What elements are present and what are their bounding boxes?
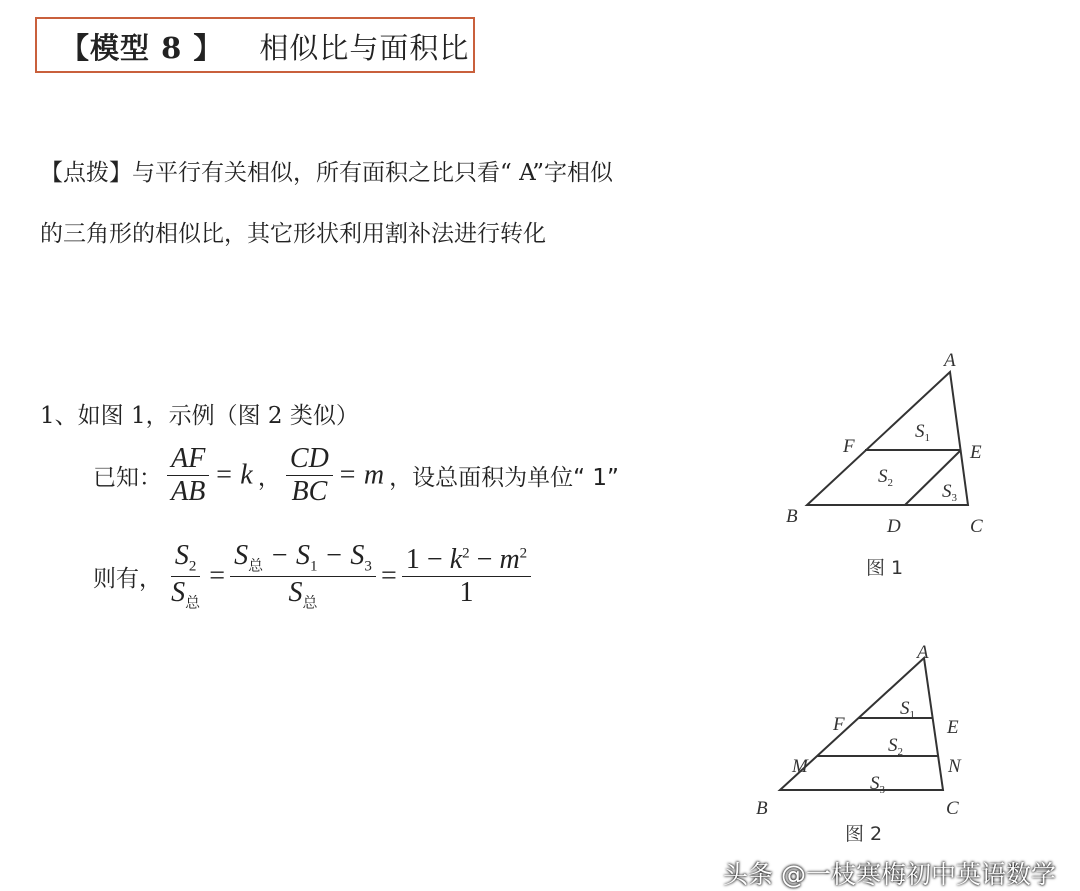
- fig1-label-c: C: [970, 516, 983, 537]
- fig2-label-f: F: [833, 714, 845, 735]
- minus-s: − S: [263, 540, 311, 571]
- hint-line-2: 的三角形的相似比，其它形状利用割补法进行转化: [40, 221, 546, 247]
- fig1-region-s3: $S_3$: [942, 481, 957, 504]
- equals-sign: =: [381, 560, 397, 592]
- fig1-label-d: D: [887, 516, 901, 537]
- numerator: AF: [167, 443, 209, 476]
- numerator: CD: [286, 443, 333, 476]
- denominator: 1: [459, 576, 474, 608]
- s: S: [171, 576, 186, 608]
- fig2-label-a: A: [917, 642, 929, 663]
- separator: ，: [257, 465, 281, 492]
- example-heading: 1、如图 1，示例（图 2 类似）: [40, 403, 359, 429]
- s: S: [234, 540, 249, 571]
- denominator: AB: [171, 476, 206, 508]
- fig2-label-b: B: [756, 798, 768, 819]
- m: m: [499, 543, 520, 575]
- fig2-caption: 图 2: [845, 823, 883, 845]
- fig1-region-s2: $S_2$: [878, 466, 893, 489]
- hint-line-1: 【点拨】与平行有关相似，所有面积之比只看“ A”字相似: [40, 160, 614, 186]
- minus-s: − S: [317, 540, 365, 571]
- result-label: 则有，: [93, 565, 162, 592]
- equals-m: = m: [337, 459, 385, 491]
- sub: 总: [248, 558, 264, 575]
- s: S: [288, 576, 303, 608]
- k: k: [449, 543, 463, 575]
- fig2-label-n: N: [948, 756, 961, 777]
- model-topic: 相似比与面积比: [259, 31, 470, 65]
- model-number: 【模型 8 】: [60, 31, 224, 65]
- fig2-region-s3: $S_3$: [870, 773, 885, 796]
- minus: −: [469, 543, 500, 575]
- fig2-label-m: M: [792, 756, 808, 777]
- sub: 3: [364, 558, 372, 575]
- denominator: BC: [291, 476, 328, 508]
- sub: 总: [185, 595, 201, 612]
- one-minus: 1 −: [405, 543, 450, 575]
- fig1-label-a: A: [944, 350, 956, 371]
- fig1-label-b: B: [786, 506, 798, 527]
- known-label: 已知：: [93, 465, 162, 492]
- fig1-region-s1: $S_1$: [915, 421, 930, 444]
- equals-k: = k: [214, 459, 253, 491]
- sub: 1: [310, 558, 318, 575]
- sub: 2: [188, 558, 197, 575]
- sup: 2: [462, 545, 470, 562]
- fig2-region-s1: $S_1$: [900, 698, 915, 721]
- fig2-label-c: C: [946, 798, 959, 819]
- sub: 总: [302, 595, 318, 612]
- sup: 2: [519, 545, 528, 562]
- fig2-label-e: E: [947, 717, 959, 738]
- fig1-label-f: F: [843, 436, 855, 457]
- known-tail: ，设总面积为单位“ 1”: [389, 465, 619, 492]
- fig1-label-e: E: [970, 442, 982, 463]
- watermark: 头条 @一枝寒梅初中英语数学: [723, 860, 1056, 889]
- fig2-region-s2: $S_2$: [888, 735, 903, 758]
- equals-sign: =: [209, 560, 225, 592]
- s: S: [174, 540, 189, 571]
- fig1-caption: 图 1: [866, 557, 904, 579]
